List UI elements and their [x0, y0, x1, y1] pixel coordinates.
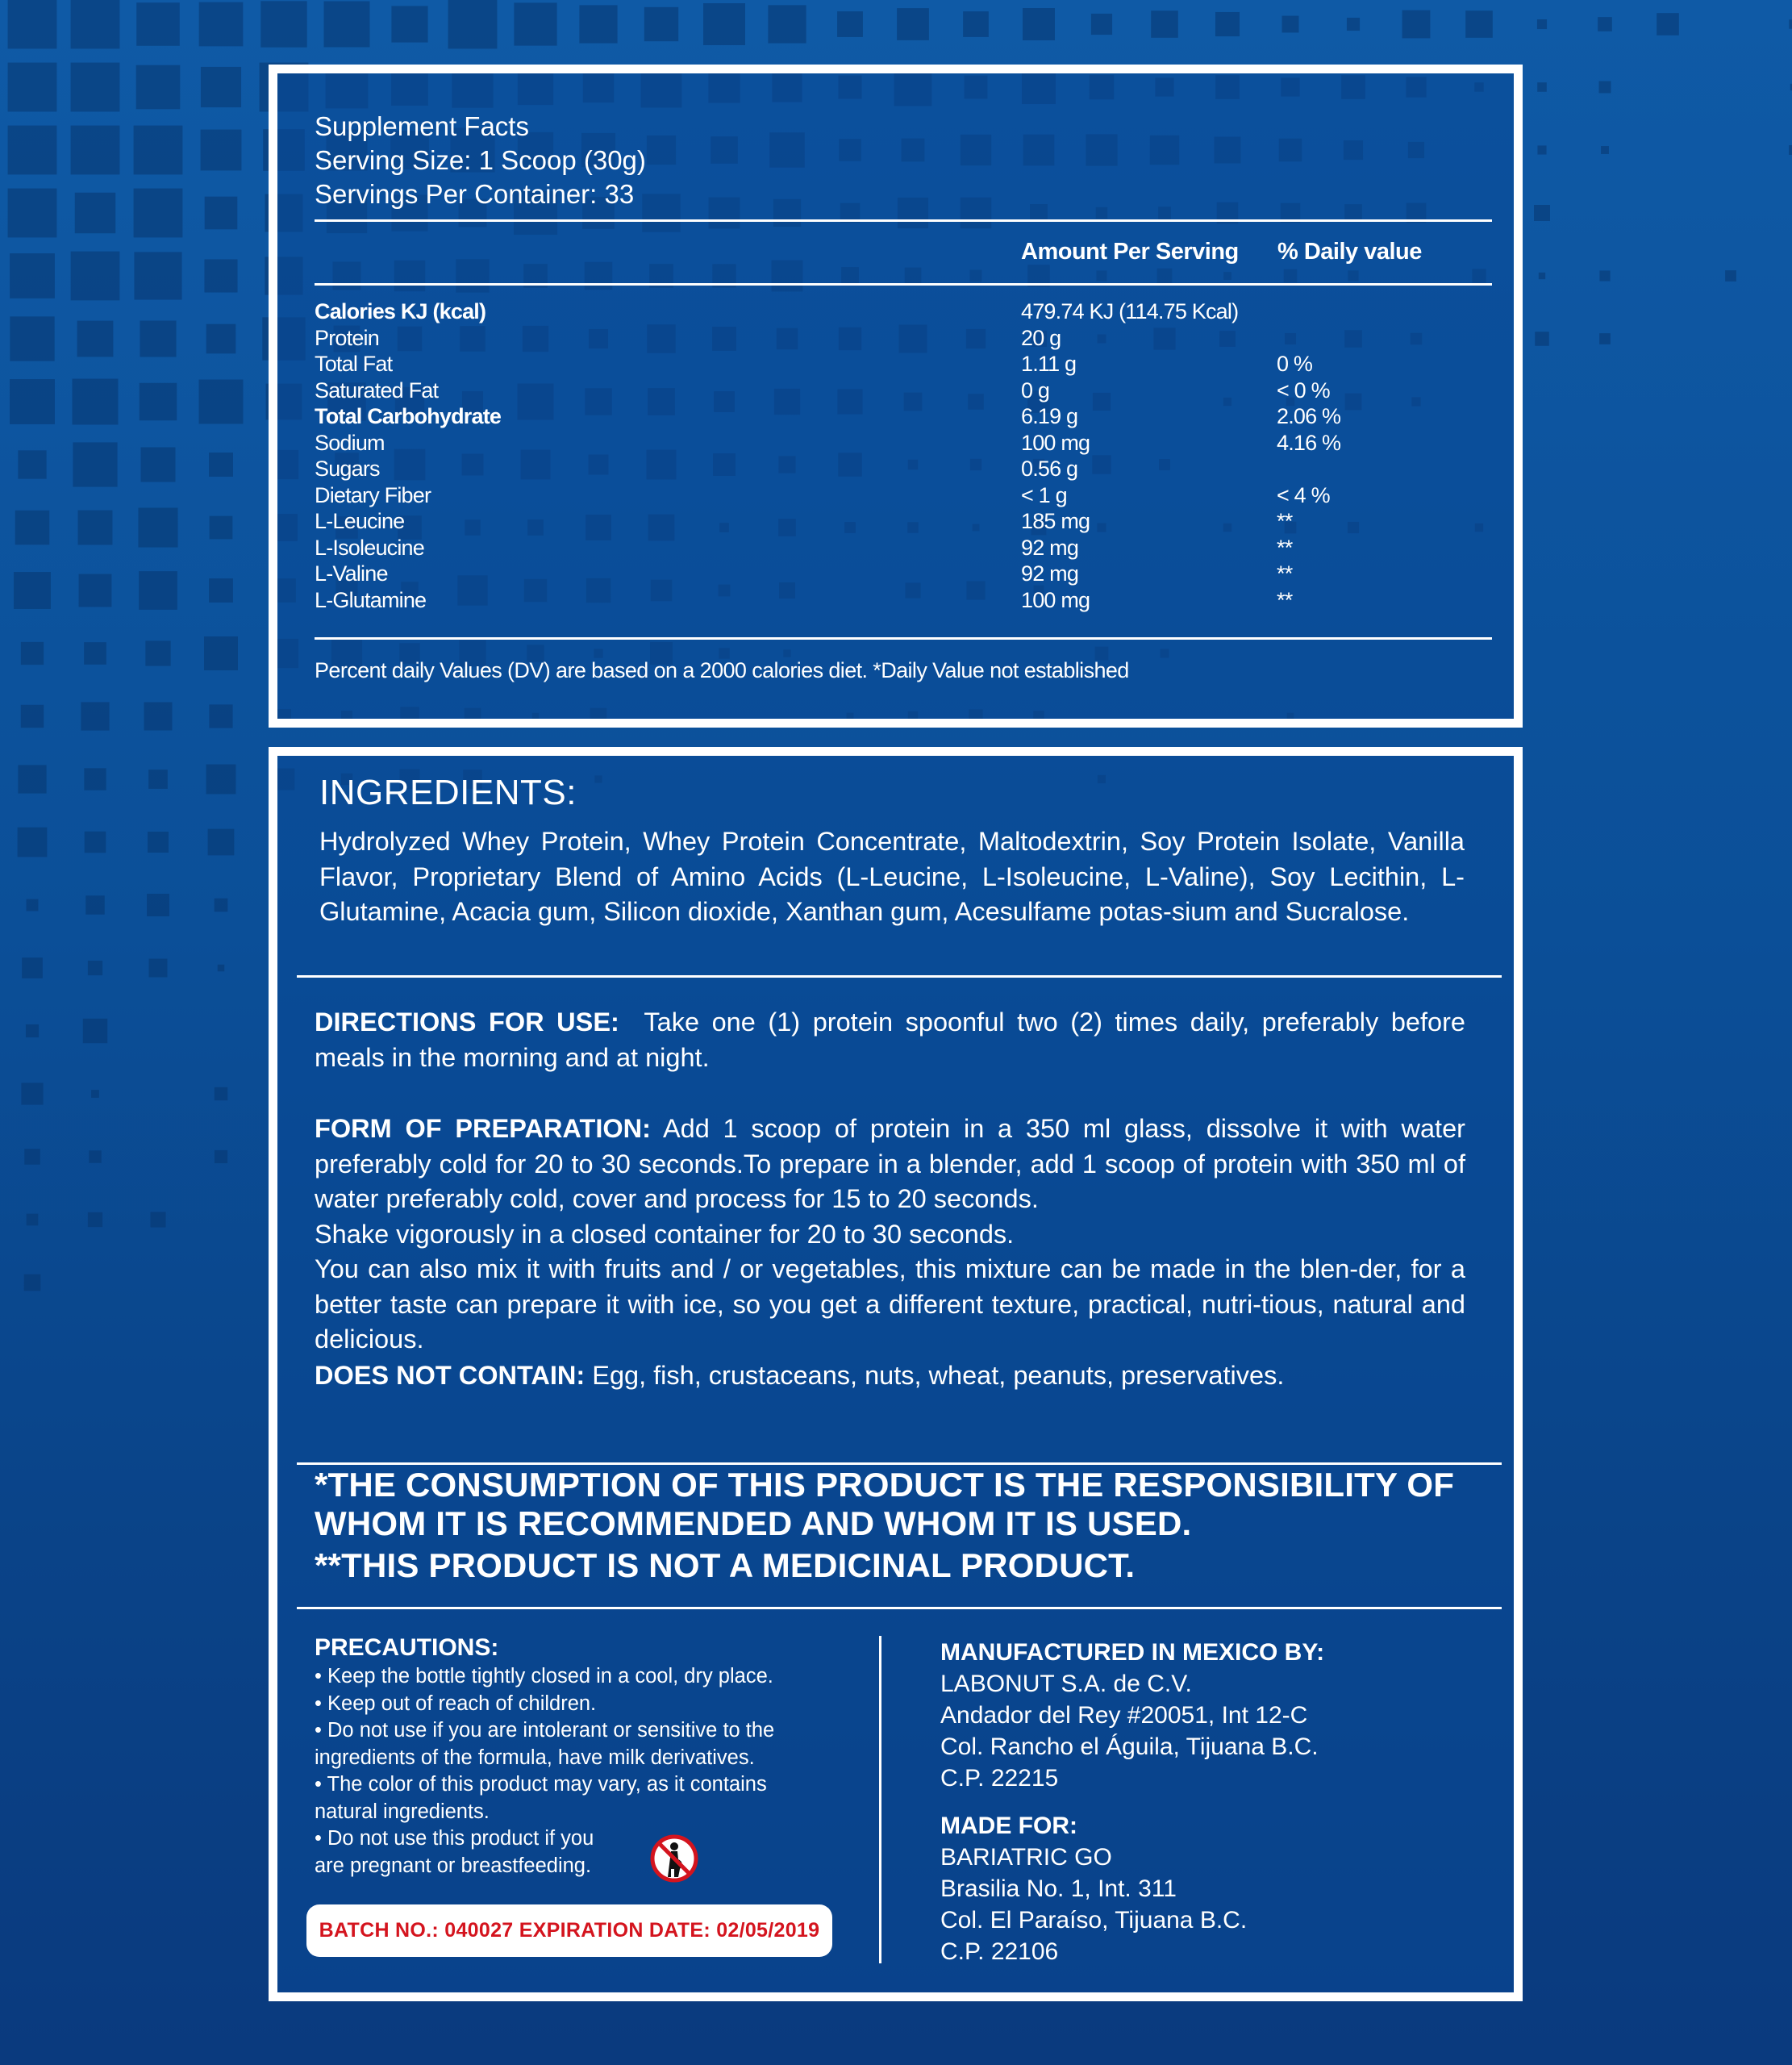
nutrient-daily-value: < 4 % [1277, 482, 1330, 507]
halftone-square [138, 507, 177, 547]
halftone-square [204, 259, 237, 292]
nutrient-name: L-Isoleucine [315, 535, 424, 560]
made-for-line: Col. El Paraíso, Tijuana B.C. [940, 1907, 1248, 1934]
halftone-square [26, 1024, 39, 1037]
halftone-square [209, 578, 233, 603]
made-for-line: BARIATRIC GO [940, 1844, 1112, 1871]
manufacturer-line: LABONUT S.A. de C.V. [940, 1671, 1192, 1697]
halftone-square [768, 5, 806, 43]
halftone-square [1598, 17, 1612, 31]
divider-warnings-bottom [297, 1607, 1502, 1609]
halftone-square [1789, 145, 1792, 155]
halftone-square [134, 252, 181, 299]
halftone-square [199, 2, 244, 47]
halftone-square [18, 765, 46, 793]
facts-divider-header [315, 283, 1492, 286]
halftone-square [897, 8, 929, 40]
halftone-square [149, 959, 168, 978]
halftone-square [148, 832, 169, 853]
nutrient-daily-value: 2.06 % [1277, 404, 1341, 428]
halftone-square [141, 448, 176, 482]
facts-divider-bottom [315, 637, 1492, 640]
made-for-line: Brasilia No. 1, Int. 311 [940, 1875, 1177, 1902]
halftone-square [1537, 145, 1546, 154]
preparation-mix-text: You can also mix it with fruits and / or vegetables, this mixture can be made in the blen-der, for a better taste can prepare it with ice, so you get a different texture, practical, nutri-tious, natural and delicious. [315, 1254, 1465, 1354]
serving-size: Serving Size: 1 Scoop (30g) [315, 145, 646, 175]
nutrient-row [315, 351, 1460, 378]
nutrient-name: Total Fat [315, 352, 393, 376]
nutrient-amount: 479.74 KJ (114.75 Kcal) [1021, 299, 1239, 323]
halftone-square [145, 640, 170, 665]
halftone-square [14, 572, 51, 609]
halftone-square [71, 0, 120, 48]
halftone-square [15, 511, 50, 545]
column-divider [879, 1636, 881, 1963]
halftone-square [75, 193, 115, 233]
halftone-square [204, 636, 238, 670]
halftone-square [205, 197, 238, 230]
halftone-square [136, 2, 180, 46]
precaution-item: • The color of this product may vary, as it contains [315, 1773, 767, 1796]
halftone-square [201, 130, 242, 171]
halftone-square [147, 894, 169, 916]
ingredients-text: Hydrolyzed Whey Protein, Whey Protein Concentrate, Maltodextrin, Soy Protein Isolate, Vanilla Flavor, Proprietary Blend of Amino Acids (L-Leucine, L-Isoleucine, L-Valine), Soy Lecithin, L-Glutamine, Acacia gum, Silicon dioxide, Xanthan gum, Acesulfame potas-sium and Sucralose. [319, 827, 1465, 926]
halftone-square [24, 1274, 41, 1291]
halftone-square [208, 829, 235, 856]
halftone-square [209, 704, 232, 728]
nutrient-row [315, 456, 1460, 482]
nutrient-daily-value: 0 % [1277, 352, 1313, 376]
preparation-shake-text: Shake vigorously in a closed container for 20 to 30 seconds. [315, 1220, 1015, 1249]
nutrient-daily-value: ** [1277, 509, 1293, 533]
preparation-label: FORM OF PREPARATION: [315, 1114, 651, 1143]
manufacturer-line: C.P. 22215 [940, 1765, 1059, 1792]
halftone-square [514, 2, 556, 45]
halftone-square [140, 320, 176, 357]
nutrient-amount: < 1 g [1021, 482, 1067, 507]
halftone-square [1215, 12, 1240, 36]
halftone-square [1537, 19, 1547, 29]
nutrient-daily-value: < 0 % [1277, 378, 1330, 403]
halftone-square [201, 67, 241, 107]
nutrient-name: Sugars [315, 457, 380, 481]
halftone-square [206, 324, 236, 354]
halftone-square [78, 511, 113, 545]
made-for-title: MADE FOR: [940, 1813, 1077, 1839]
nutrient-daily-value: ** [1277, 587, 1293, 612]
facts-divider-top [315, 219, 1492, 222]
halftone-square [85, 832, 106, 853]
halftone-square [71, 63, 120, 112]
halftone-square [10, 379, 55, 424]
nutrient-amount: 100 mg [1021, 430, 1090, 455]
nutrient-daily-value: ** [1277, 561, 1293, 586]
halftone-square [89, 1150, 101, 1162]
halftone-square [134, 189, 183, 238]
halftone-square [8, 189, 57, 238]
facts-footnote: Percent daily Values (DV) are based on a 2000 calories diet. *Daily Value not established [315, 658, 1129, 682]
precautions-title: PRECAUTIONS: [315, 1634, 499, 1661]
halftone-square [84, 768, 106, 790]
directions-label: DIRECTIONS FOR USE: [315, 1007, 619, 1037]
nutrient-row [315, 430, 1460, 457]
halftone-square [1465, 10, 1493, 38]
halftone-square [644, 7, 678, 41]
halftone-square [1282, 16, 1299, 33]
halftone-square [837, 11, 863, 37]
halftone-square [448, 0, 498, 48]
halftone-square [215, 899, 228, 912]
nutrient-amount: 100 mg [1021, 587, 1090, 612]
precaution-item: • Do not use this product if you [315, 1827, 594, 1850]
halftone-square [10, 316, 54, 361]
halftone-square [85, 895, 104, 914]
halftone-square [21, 642, 44, 665]
nutrient-amount: 0.56 g [1021, 457, 1078, 481]
nutrient-name: L-Valine [315, 561, 388, 586]
precaution-item: natural ingredients. [315, 1800, 490, 1823]
halftone-square [1023, 8, 1055, 40]
halftone-square [1537, 82, 1547, 92]
nutrient-row [315, 325, 1460, 352]
halftone-square [210, 516, 233, 540]
servings-per-container: Servings Per Container: 33 [315, 179, 635, 209]
halftone-square [1535, 332, 1548, 345]
nutrient-name: Dietary Fiber [315, 482, 431, 507]
amount-column-header: Amount Per Serving [1021, 239, 1239, 265]
halftone-square [324, 2, 370, 48]
manufacturer-block [940, 1637, 1324, 1794]
nutrient-daily-value: 4.16 % [1277, 430, 1341, 455]
nutrient-amount: 92 mg [1021, 561, 1079, 586]
manufacturer-line: Andador del Rey #20051, Int 12-C [940, 1702, 1308, 1729]
halftone-square [21, 1083, 43, 1104]
does-not-contain-label: DOES NOT CONTAIN: [315, 1361, 586, 1390]
halftone-square [27, 1214, 39, 1226]
nutrient-name: Protein [315, 325, 379, 350]
halftone-square [83, 1019, 108, 1044]
warnings-block [315, 1466, 1460, 1585]
preparation-text: Add 1 scoop of protein in a 350 ml glass, dissolve it with water preferably cold for 20 to 30 seconds.To prepare in a blender, add 1 scoop of protein with 350 ml of water preferably cold, cover and process for 15 to 20 seconds. [315, 1114, 1465, 1213]
warning-responsibility: *THE CONSUMPTION OF THIS PRODUCT IS THE RESPONSIBILITY OF WHOM IT IS RECOMMENDED AND WHOM IT IS USED. [315, 1466, 1455, 1542]
nutrient-amount: 1.11 g [1021, 352, 1077, 376]
nutrient-row [315, 561, 1460, 587]
halftone-square [22, 957, 43, 978]
halftone-square [703, 3, 745, 45]
halftone-square [8, 126, 57, 175]
halftone-square [1601, 146, 1609, 154]
made-for-block [940, 1810, 1247, 1967]
halftone-square [71, 126, 120, 175]
manufacturer-title: MANUFACTURED IN MEXICO BY: [940, 1639, 1325, 1666]
preparation-block [315, 1112, 1465, 1217]
halftone-square [215, 1087, 227, 1100]
divider-ingredients [297, 975, 1502, 978]
facts-header [315, 110, 646, 211]
product-info-panel [269, 747, 1523, 2001]
halftone-square [134, 126, 183, 175]
precaution-item: are pregnant or breastfeeding. [315, 1854, 592, 1877]
divider-warnings-top [297, 1462, 1502, 1465]
halftone-square [77, 321, 114, 357]
nutrient-amount: 185 mg [1021, 509, 1090, 533]
halftone-square [73, 379, 119, 425]
halftone-square [1789, 19, 1792, 28]
does-not-contain-block [315, 1358, 1465, 1394]
nutrient-name: L-Glutamine [315, 587, 427, 612]
halftone-square [88, 1212, 102, 1227]
nutrient-name: Saturated Fat [315, 378, 439, 403]
halftone-square [1151, 10, 1178, 38]
halftone-square [148, 770, 168, 789]
halftone-square [18, 450, 46, 478]
halftone-square [144, 703, 173, 731]
halftone-square [150, 1212, 165, 1227]
nutrient-row [315, 482, 1460, 509]
nutrient-amount: 0 g [1021, 378, 1050, 403]
nutrient-daily-value: ** [1277, 535, 1293, 560]
halftone-square [8, 0, 57, 48]
nutrient-amount: 92 mg [1021, 535, 1079, 560]
halftone-square [1725, 270, 1736, 282]
nutrient-row [315, 378, 1460, 404]
nutrient-row [315, 508, 1460, 535]
halftone-square [91, 1090, 99, 1098]
manufacturer-line: Col. Rancho el Águila, Tijuana B.C. [940, 1733, 1319, 1760]
halftone-square [260, 1, 306, 47]
halftone-square [391, 6, 427, 42]
halftone-square [579, 5, 617, 43]
halftone-square [81, 702, 109, 730]
halftone-square [1347, 18, 1360, 31]
nutrient-row [315, 298, 1460, 325]
halftone-square [1657, 13, 1679, 35]
halftone-square [10, 253, 55, 298]
halftone-square [1402, 10, 1431, 39]
warning-not-medicinal: **THIS PRODUCT IS NOT A MEDICINAL PRODUCT. [315, 1546, 1136, 1584]
halftone-square [209, 453, 233, 477]
nutrient-row [315, 403, 1460, 430]
precaution-item: • Do not use if you are intolerant or sensitive to the [315, 1719, 775, 1742]
nutrient-row [315, 587, 1460, 614]
nutrient-row [315, 535, 1460, 561]
halftone-square [84, 642, 106, 665]
halftone-square [136, 65, 181, 110]
nutrient-amount: 6.19 g [1021, 404, 1078, 428]
halftone-square [963, 11, 989, 37]
no-pregnant-icon [649, 1833, 699, 1884]
does-not-contain-text: Egg, fish, crustaceans, nuts, wheat, peanuts, preservatives. [592, 1361, 1285, 1390]
nutrient-name: Total Carbohydrate [315, 404, 502, 428]
directions-text: Take one (1) protein spoonful two (2) times daily, preferably before meals in the morning and at night. [315, 1007, 1465, 1072]
halftone-square [199, 380, 244, 424]
halftone-square [1599, 333, 1611, 344]
daily-value-column-header: % Daily value [1277, 239, 1422, 265]
halftone-square [73, 442, 117, 486]
halftone-square [1539, 273, 1545, 279]
made-for-line: C.P. 22106 [940, 1938, 1059, 1965]
nutrient-name: Calories KJ (kcal) [315, 299, 486, 323]
halftone-square [139, 571, 177, 610]
halftone-square [1599, 81, 1611, 94]
halftone-square [71, 252, 120, 301]
halftone-square [206, 765, 236, 795]
directions-block [315, 1005, 1465, 1075]
supplement-facts-panel [269, 65, 1523, 728]
nutrient-name: L-Leucine [315, 509, 405, 533]
halftone-square [79, 574, 112, 607]
halftone-square [215, 1150, 227, 1163]
halftone-square [27, 899, 39, 912]
precaution-item: ingredients of the formula, have milk derivatives. [315, 1746, 755, 1769]
halftone-square [18, 828, 48, 857]
precaution-item: • Keep the bottle tightly closed in a cool, dry place. [315, 1665, 773, 1687]
batch-expiration-label: BATCH NO.: 040027 EXPIRATION DATE: 02/05/2019 [306, 1904, 832, 1957]
halftone-square [1599, 270, 1610, 281]
halftone-square [1091, 14, 1112, 35]
halftone-square [8, 63, 57, 112]
nutrient-amount: 20 g [1021, 325, 1061, 350]
precautions-list [315, 1663, 863, 1879]
halftone-square [140, 383, 177, 421]
nutrient-name: Sodium [315, 430, 385, 455]
halftone-square [88, 961, 102, 975]
halftone-square [1534, 205, 1550, 221]
facts-title: Supplement Facts [315, 111, 529, 141]
halftone-square [21, 705, 44, 728]
halftone-square [24, 1149, 40, 1164]
precaution-item: • Keep out of reach of children. [315, 1692, 597, 1715]
halftone-square [218, 965, 225, 972]
ingredients-title: INGREDIENTS: [319, 773, 577, 812]
